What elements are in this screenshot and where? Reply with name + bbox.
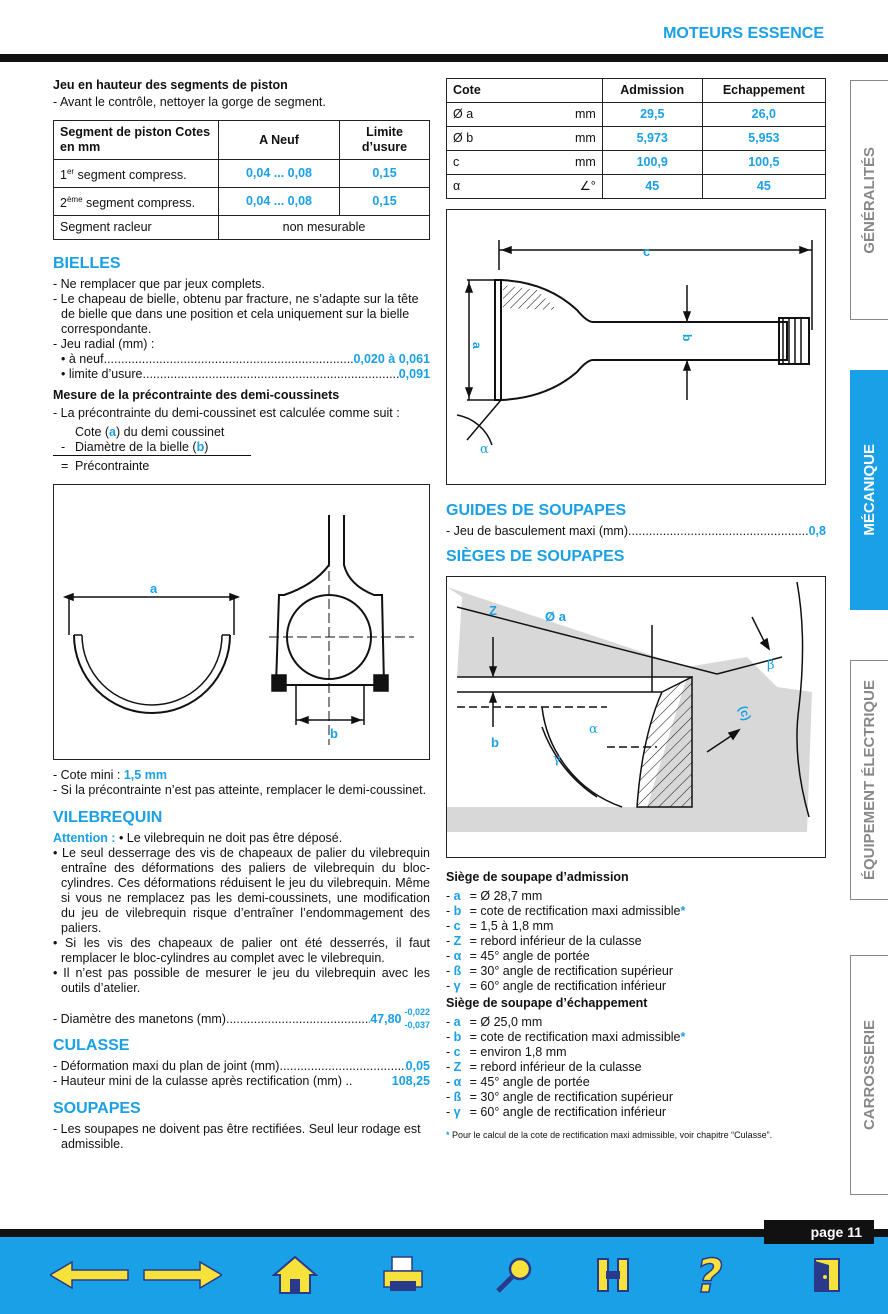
item-value: = rebord inférieur de la culasse	[469, 1060, 642, 1074]
cote-unit: mm	[524, 151, 603, 175]
adm-value: 29,5	[602, 103, 702, 127]
cote-header: Cote	[447, 79, 603, 103]
right-column	[446, 78, 826, 1143]
list-item: - b = cote de rectification maxi admissible*	[446, 1030, 686, 1044]
label-z: Z	[489, 603, 497, 618]
label-alpha: α	[589, 722, 598, 737]
jeu-neuf-label: • à neuf	[61, 352, 104, 367]
item-value: = 1,5 à 1,8 mm	[469, 919, 554, 933]
home-icon[interactable]	[270, 1250, 320, 1300]
guides-row	[446, 524, 826, 539]
svg-text:?: ?	[696, 1252, 723, 1298]
manetons-label: - Diamètre des manetons (mm)	[53, 1011, 226, 1026]
item-value: = 30° angle de rectification supérieur	[469, 964, 674, 978]
hauteur-row	[53, 1074, 430, 1089]
segments-header: A Neuf	[219, 121, 340, 160]
sieges-heading: SIÈGES DE SOUPAPES	[446, 548, 625, 565]
adm-list	[446, 889, 826, 994]
table-row	[447, 175, 826, 199]
cote-name: α	[447, 175, 524, 199]
label-c: c	[643, 244, 651, 259]
footnote-text: Pour le calcul de la cote de rectification maxi admissible, voir chapitre “Culasse”.	[449, 1130, 773, 1140]
item-key: b	[453, 1030, 462, 1044]
deform-row	[53, 1059, 430, 1074]
manetons-row	[53, 1006, 430, 1032]
bearing-figure	[53, 484, 430, 760]
jeu-neuf-value: 0,020 à 0,061	[353, 352, 430, 367]
adm-value: 5,973	[602, 127, 702, 151]
segments-header: Segment de piston Cotes en mm	[54, 121, 219, 160]
hauteur-value: 108,25	[391, 1074, 430, 1089]
neuf-value: 0,04 ... 0,08	[219, 160, 340, 188]
table-row	[447, 127, 826, 151]
item-key: α	[453, 1075, 462, 1089]
cote-mini	[53, 768, 430, 783]
cote-unit: mm	[524, 127, 603, 151]
cote-mini-label: - Cote mini :	[53, 768, 124, 783]
item-value: = Ø 25,0 mm	[469, 1015, 543, 1029]
item-key: α	[453, 949, 462, 963]
label-b: b	[491, 735, 499, 750]
footnote	[446, 1128, 826, 1143]
item-key: ß	[453, 1090, 462, 1104]
calc-var: a	[109, 425, 116, 440]
item-key: Z	[453, 934, 462, 948]
list-item: - γ = 60° angle de rectification inférieur	[446, 979, 667, 993]
tab-label: GÉNÉRALITÉS	[861, 146, 878, 254]
bielles-item: - Le chapeau de bielle, obtenu par fracture, ne s’adapte sur la tête de bielle que dans une position et cela uniquement sur la bielle correspondante.	[53, 292, 419, 337]
row-sup: ème	[66, 195, 83, 205]
adm-value: 100,9	[602, 151, 702, 175]
list-item: - γ = 60° angle de rectification inférieur	[446, 1105, 667, 1119]
item-value: = 45° angle de portée	[469, 1075, 590, 1089]
valve-figure	[446, 209, 826, 485]
label-a: a	[470, 342, 484, 349]
tol-upper: -0,022	[404, 1007, 430, 1018]
mesure-text: - La précontrainte du demi-coussinet est calculée comme suit :	[53, 406, 400, 421]
attention-label: Attention :	[53, 831, 116, 846]
item-key: ß	[453, 964, 462, 978]
seat-figure	[446, 576, 826, 858]
prev-arrow-icon[interactable]	[50, 1250, 130, 1300]
seat-diagram	[447, 577, 825, 857]
cote-table	[446, 78, 826, 199]
jeu-usure-row	[53, 367, 430, 382]
adm-title: Siège de soupape d’admission	[446, 870, 629, 884]
row-name-rest: segment compress.	[74, 168, 187, 183]
vilebrequin-heading: VILEBREQUIN	[53, 809, 163, 827]
ech-value: 26,0	[702, 103, 825, 127]
label-b: b	[330, 726, 338, 742]
segments-note: - Avant le contrôle, nettoyer la gorge de segment.	[53, 95, 326, 109]
label-gamma: γ	[553, 752, 561, 767]
manetons-value: 47,80	[370, 1011, 402, 1026]
search-icon[interactable]	[490, 1250, 540, 1300]
ech-title: Siège de soupape d’échappement	[446, 996, 648, 1010]
item-key: Z	[453, 1060, 462, 1074]
bielles-item: - Ne remplacer que par jeux complets.	[53, 277, 265, 292]
list-item: - α = 45° angle de portée	[446, 949, 590, 963]
item-value: = 60° angle de rectification inférieur	[469, 1105, 667, 1119]
list-item: - Z = rebord inférieur de la culasse	[446, 934, 642, 948]
row-name: 2	[60, 196, 67, 211]
list-item: - ß = 30° angle de rectification supérieur	[446, 964, 674, 978]
print-icon[interactable]	[378, 1250, 428, 1300]
tab-generalites[interactable]	[850, 80, 888, 320]
ech-value: 100,5	[702, 151, 825, 175]
calc-line-1	[53, 425, 430, 440]
jeu-neuf-row	[53, 352, 430, 367]
limite-value: 0,15	[340, 160, 430, 188]
list-item: - α = 45° angle de portée	[446, 1075, 590, 1089]
exit-door-icon[interactable]	[802, 1250, 852, 1300]
cote-name: Ø b	[447, 127, 524, 151]
guides-value: 0,8	[808, 524, 826, 538]
calc-text: Précontrainte	[75, 459, 150, 474]
item-star: *	[680, 1030, 686, 1044]
deform-value: 0,05	[405, 1059, 430, 1074]
table-row	[54, 188, 430, 216]
tab-label: ÉQUIPEMENT ÉLECTRIQUE	[861, 679, 878, 881]
section-title: MOTEURS ESSENCE	[663, 25, 824, 42]
label-b: b	[680, 334, 694, 342]
cote-name: Ø a	[447, 103, 524, 127]
item-value: = environ 1,8 mm	[469, 1045, 567, 1059]
list-item: - c = 1,5 à 1,8 mm	[446, 919, 554, 933]
label-alpha: α	[480, 442, 489, 457]
attention-text: • Le vilebrequin ne doit pas être déposé.	[115, 831, 343, 846]
help-icon[interactable]	[688, 1250, 748, 1300]
label-c: (c)	[735, 703, 754, 723]
tab-mecanique[interactable]	[850, 370, 888, 610]
jeu-usure-value: 0,091	[398, 367, 430, 382]
list-item: - Z = rebord inférieur de la culasse	[446, 1060, 642, 1074]
vilebrequin-item: • Si les vis des chapeaux de palier ont été desserrés, il faut remplacer le bloc-cylindres au complet avec le vilebrequin.	[53, 936, 430, 966]
list-item: - a = Ø 28,7 mm	[446, 889, 543, 903]
table-row	[54, 160, 430, 188]
list-item: - a = Ø 25,0 mm	[446, 1015, 543, 1029]
label-oa: Ø a	[545, 609, 566, 624]
top-rule	[0, 54, 888, 62]
page-number: page 11	[764, 1220, 874, 1244]
item-key: c	[453, 1045, 461, 1059]
segments-header: Limite d’usure	[340, 121, 430, 160]
racleur-value: non mesurable	[219, 216, 430, 240]
item-value: = cote de rectification maxi admissible	[469, 904, 681, 918]
item-key: c	[453, 919, 461, 933]
table-row	[447, 151, 826, 175]
table-row	[447, 103, 826, 127]
segments-title: Jeu en hauteur des segments de piston	[53, 78, 288, 92]
hauteur-label: - Hauteur mini de la culasse après rectification (mm) ..	[53, 1074, 353, 1089]
calc-text: Diamètre de la bielle (	[75, 440, 197, 455]
row-sup: er	[66, 167, 75, 176]
item-key: b	[453, 904, 462, 918]
item-value: = 60° angle de rectification inférieur	[469, 979, 667, 993]
item-star: *	[680, 904, 686, 918]
soupapes-heading: SOUPAPES	[53, 1100, 141, 1118]
item-value: = 45° angle de portée	[469, 949, 590, 963]
guides-heading: GUIDES DE SOUPAPES	[446, 502, 627, 519]
cote-header: Admission	[602, 79, 702, 103]
binoculars-icon[interactable]	[588, 1250, 638, 1300]
cote-unit: mm	[524, 103, 603, 127]
calc-line-2: - Diamètre de la bielle ( b )	[53, 440, 251, 456]
bielles-item: - Jeu radial (mm) :	[53, 337, 155, 352]
cote-header: Echappement	[702, 79, 825, 103]
ech-value: 45	[702, 175, 825, 199]
item-key: γ	[453, 1105, 461, 1119]
vilebrequin-item: • Il n’est pas possible de mesurer le jeu du vilebrequin avec les outils d’atelier.	[53, 966, 430, 996]
limite-value: 0,15	[340, 188, 430, 216]
calc-text: )	[204, 440, 209, 455]
culasse-heading: CULASSE	[53, 1037, 130, 1055]
list-item: - ß = 30° angle de rectification supérieur	[446, 1090, 674, 1104]
deform-label: - Déformation maxi du plan de joint (mm)	[53, 1059, 280, 1074]
tab-carrosserie[interactable]	[850, 955, 888, 1195]
tab-label: MÉCANIQUE	[861, 444, 878, 536]
row-name: 1	[60, 168, 67, 183]
calc-line-3: = Précontrainte	[61, 459, 150, 474]
tab-equipement-electrique[interactable]	[850, 660, 888, 900]
footer-bar	[0, 1230, 888, 1314]
row-name-rest: segment compress.	[82, 196, 196, 211]
footer-rule	[0, 1229, 888, 1237]
vilebrequin-item: • Le seul desserrage des vis de chapeaux de palier du vilebrequin entraîne des déformations des paliers de vilebrequin du bloc-cylindres. Ces déformations réduisent le jeu du vilebrequin. Même si vous ne remplacez pas les demi-coussinets, une modification du jeu de vilebrequin risque d’entraîner l’endommagement des paliers.	[53, 846, 430, 936]
guides-label: - Jeu de basculement maxi (mm)	[446, 524, 629, 538]
segments-table	[53, 120, 430, 240]
bielles-heading: BIELLES	[53, 255, 121, 273]
list-item: - b = cote de rectification maxi admissible*	[446, 904, 686, 918]
item-value: = rebord inférieur de la culasse	[469, 934, 642, 948]
item-value: = Ø 28,7 mm	[469, 889, 543, 903]
calc-text: ) du demi coussinet	[116, 425, 225, 440]
soupapes-text: - Les soupapes ne doivent pas être rectifiées. Seul leur rodage est admissible.	[53, 1122, 421, 1152]
label-a: a	[150, 581, 158, 597]
cote-unit: ∠°	[524, 175, 603, 199]
item-key: a	[453, 889, 461, 903]
item-value: = 30° angle de rectification supérieur	[469, 1090, 674, 1104]
racleur-name: Segment racleur	[54, 216, 219, 240]
left-column	[53, 78, 430, 1152]
cote-name: c	[447, 151, 524, 175]
jeu-usure-label: • limite d’usure	[61, 367, 143, 382]
list-item: - c = environ 1,8 mm	[446, 1045, 567, 1059]
calc-var: b	[196, 440, 205, 455]
calc-text: Cote (	[75, 425, 110, 440]
ech-list	[446, 1015, 826, 1120]
label-beta: β	[767, 658, 775, 673]
attention	[53, 831, 430, 846]
item-key: γ	[453, 979, 461, 993]
ech-value: 5,953	[702, 127, 825, 151]
tol-lower: -0,037	[404, 1020, 430, 1031]
tab-label: CARROSSERIE	[861, 1019, 878, 1131]
item-value: = cote de rectification maxi admissible	[469, 1030, 681, 1044]
cote-note: - Si la précontrainte n’est pas atteinte, remplacer le demi-coussinet.	[53, 783, 427, 798]
next-arrow-icon[interactable]	[142, 1250, 222, 1300]
adm-value: 45	[602, 175, 702, 199]
bearing-diagram	[54, 485, 429, 759]
neuf-value: 0,04 ... 0,08	[219, 188, 340, 216]
item-key: a	[453, 1015, 461, 1029]
valve-diagram	[447, 210, 825, 484]
footnote-star: *	[446, 1130, 450, 1140]
table-row	[54, 216, 430, 240]
cote-mini-value: 1,5 mm	[123, 768, 167, 783]
mesure-title: Mesure de la précontrainte des demi-coussinets	[53, 388, 340, 403]
